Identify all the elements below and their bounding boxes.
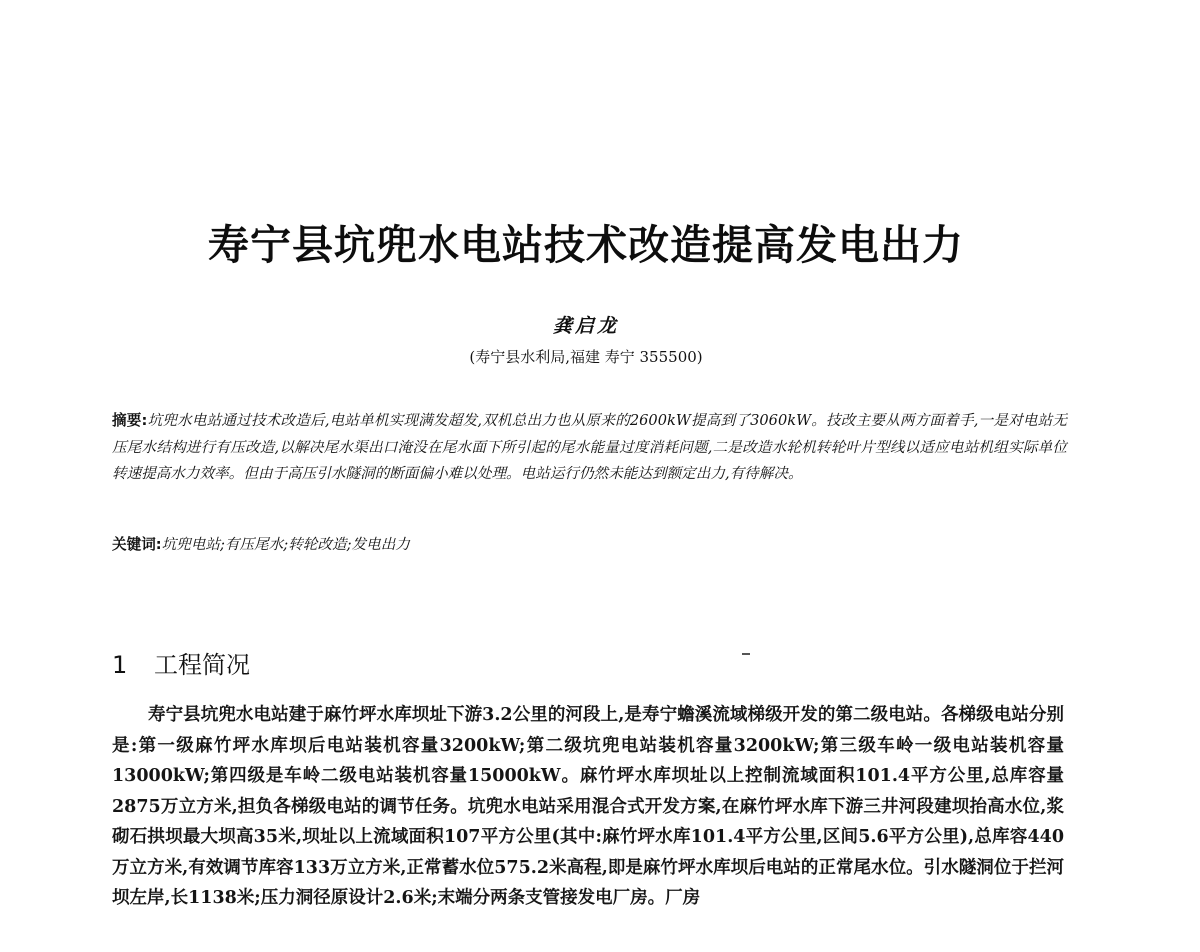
abstract-text: 坑兜水电站通过技术改造后,电站单机实现满发超发,双机总出力也从原来的2600kW提高到了3060kW。技改主要从两方面着手,一是对电站无压尾水结构进行有压改造,以解决尾水渠出口淹没在尾水面下所引起的尾水能量过度消耗问题,二是改造水轮机转轮叶片型线以适应电站机组实际单位转速提高水力效率。但由于高压引水隧洞的断面偏小难以处理。电站运行仍然未能达到额定出力,有待解决。 [112,412,1068,482]
keywords-label: 关键词: [112,536,162,553]
scan-speck [742,653,750,655]
abstract-label: 摘要: [112,412,148,429]
author-affiliation: (寿宁县水利局,福建 寿宁 355500) [469,348,703,366]
section-title: 工程简况 [154,651,250,679]
author-name: 龚启龙 [552,315,619,337]
section-number: 1 [112,651,128,679]
keywords [112,534,1067,556]
abstract [112,408,1067,488]
section-heading [112,645,250,680]
keywords-text: 坑兜电站;有压尾水;转轮改造;发电出力 [161,536,410,553]
paper-title: 寿宁县坑兜水电站技术改造提高发电出力 [208,221,964,269]
body-paragraph: 寿宁县坑兜水电站建于麻竹坪水库坝址下游3.2公里的河段上,是寿宁蟾溪流域梯级开发的第二级电站。各梯级电站分别是:第一级麻竹坪水库坝后电站装机容量3200kW;第二级坑兜电站装机容量3200kW;第三级车岭一级电站装机容量13000kW;第四级是车岭二级电站装机容量15000kW。麻竹坪水库坝址以上控制流域面积101.4平方公里,总库容量2875万立方米,担负各梯级电站的调节任务。坑兜水电站采用混合式开发方案,在麻竹坪水库下游三井河段建坝抬高水位,浆砌石拱坝最大坝高35米,坝址以上流域面积107平方公里(其中:麻竹坪水库101.4平方公里,区间5.6平方公里),总库容440万立方米,有效调节库容133万立方米,正常蓄水位575.2米高程,即是麻竹坪水库坝后电站的正常尾水位。引水隧洞位于拦河坝左岸,长1138米;压力洞径原设计2.6米;末端分两条支管接发电厂房。厂房 [112,705,1064,908]
